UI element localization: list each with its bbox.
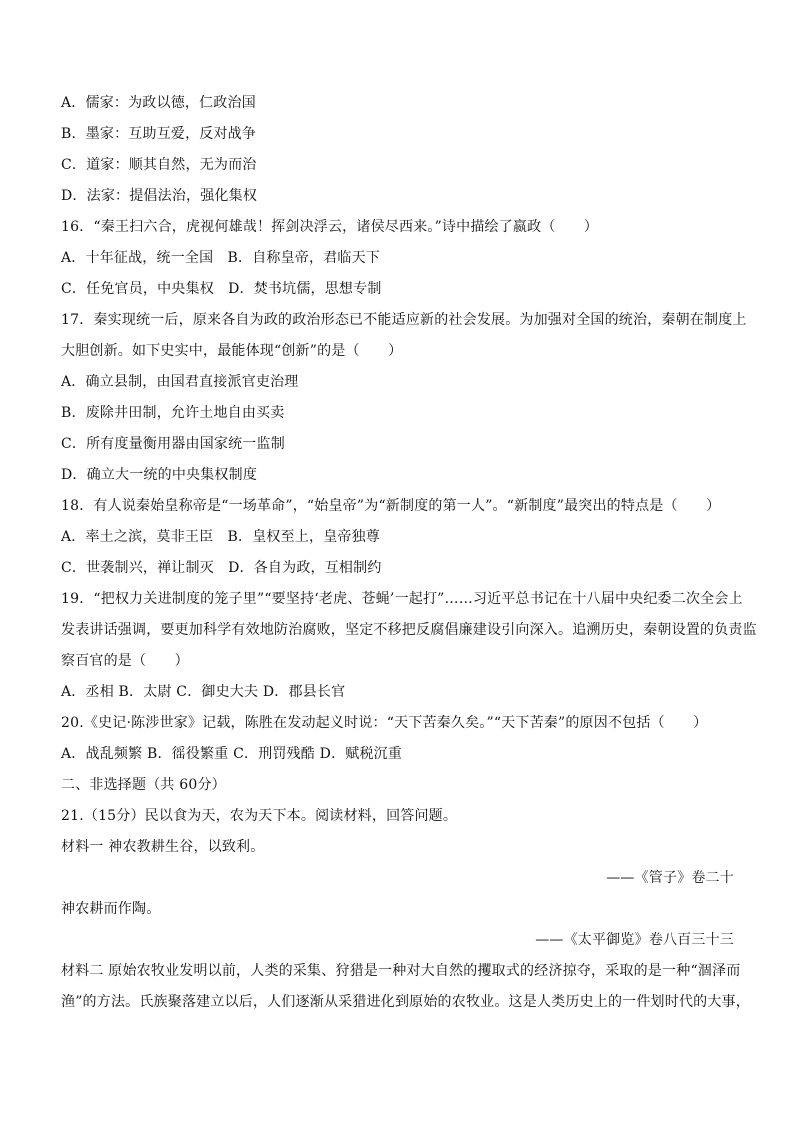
material-2-line-1: 材料二 原始农牧业发明以前，人类的采集、狩猎是一种对大自然的攫取式的经济掠夺，采取的是一种“涸泽而 <box>61 963 741 979</box>
question-20-options: A．战乱频繁 B．徭役繁重 C．刑罚残酷 D．赋税沉重 <box>61 746 403 762</box>
question-16-options-ab: A．十年征战，统一全国 B．自称皇帝，君临天下 <box>61 250 380 266</box>
question-19-line-1: 19．“把权力关进制度的笼子里”“要坚持‘老虎、苍蝇’一起打”……习近平总书记在十八届中央纪委二次全会上 <box>61 591 743 607</box>
option-c-taoism: C．道家：顺其自然，无为而治 <box>61 157 257 173</box>
option-b-mohism: B．墨家：互助互爱，反对战争 <box>61 126 257 142</box>
question-19-line-3: 察百官的是（ ） <box>61 653 189 669</box>
material-1-source-guanzi: ——《管子》卷二十 <box>606 870 734 886</box>
material-1-text: 材料一 神农教耕生谷，以致利。 <box>61 839 265 855</box>
question-19-line-2: 发表讲话强调，要更加科学有效地防治腐败，坚定不移把反腐倡廉建设引向深入。追溯历史，秦朝设置的负责监 <box>61 622 757 638</box>
section-heading-non-choice: 二、非选择题（共 60分） <box>61 777 226 793</box>
question-21-intro: 21.（15分）民以食为天，农为天下本。阅读材料，回答问题。 <box>61 808 458 824</box>
question-17-option-b: B．废除井田制，允许土地自由买卖 <box>61 405 285 421</box>
question-18: 18．有人说秦始皇称帝是“一场革命”，“始皇帝”为“新制度的第一人”。“新制度”最突出的特点是（ ） <box>61 498 721 514</box>
question-17-line-2: 大胆创新。如下史实中，最能体现“创新”的是（ ） <box>61 343 403 359</box>
question-17-option-d: D．确立大一统的中央集权制度 <box>61 467 258 483</box>
material-1-text-2: 神农耕而作陶。 <box>61 901 161 917</box>
question-18-options-cd: C．世袭制兴，禅让制灭 D．各自为政，互相制约 <box>61 560 382 576</box>
question-18-options-ab: A．率土之滨，莫非王臣 B．皇权至上，皇帝独尊 <box>61 529 380 545</box>
question-17-line-1: 17．秦实现统一后，原来各自为政的政治形态已不能适应新的社会发展。为加强对全国的统治，秦朝在制度上 <box>61 312 747 328</box>
question-16: 16．“秦王扫六合，虎视何雄哉！挥剑决浮云，诸侯尽西来。”诗中描绘了嬴政（ ） <box>61 219 599 235</box>
material-1-source-taiping: ——《太平御览》卷八百三十三 <box>535 932 734 948</box>
question-19-options: A．丞相 B．太尉 C．御史大夫 D．郡县长官 <box>61 684 346 700</box>
question-20: 20.《史记·陈涉世家》记载，陈胜在发动起义时说：“天下苦秦久矣。”“天下苦秦”的原因不包括（ ） <box>61 715 708 731</box>
question-17-option-c: C．所有度量衡用器由国家统一监制 <box>61 436 285 452</box>
question-17-option-a: A．确立县制，由国君直接派官吏治理 <box>61 374 299 390</box>
question-16-options-cd: C．任免官员，中央集权 D．焚书坑儒，思想专制 <box>61 281 382 297</box>
option-d-legalism: D．法家：提倡法治，强化集权 <box>61 188 258 204</box>
option-a-confucianism: A．儒家：为政以德，仁政治国 <box>61 95 256 111</box>
material-2-line-2: 渔”的方法。氏族聚落建立以后，人们逐渐从采猎进化到原始的农牧业。这是人类历史上的一件划时代的大事， <box>61 994 750 1010</box>
